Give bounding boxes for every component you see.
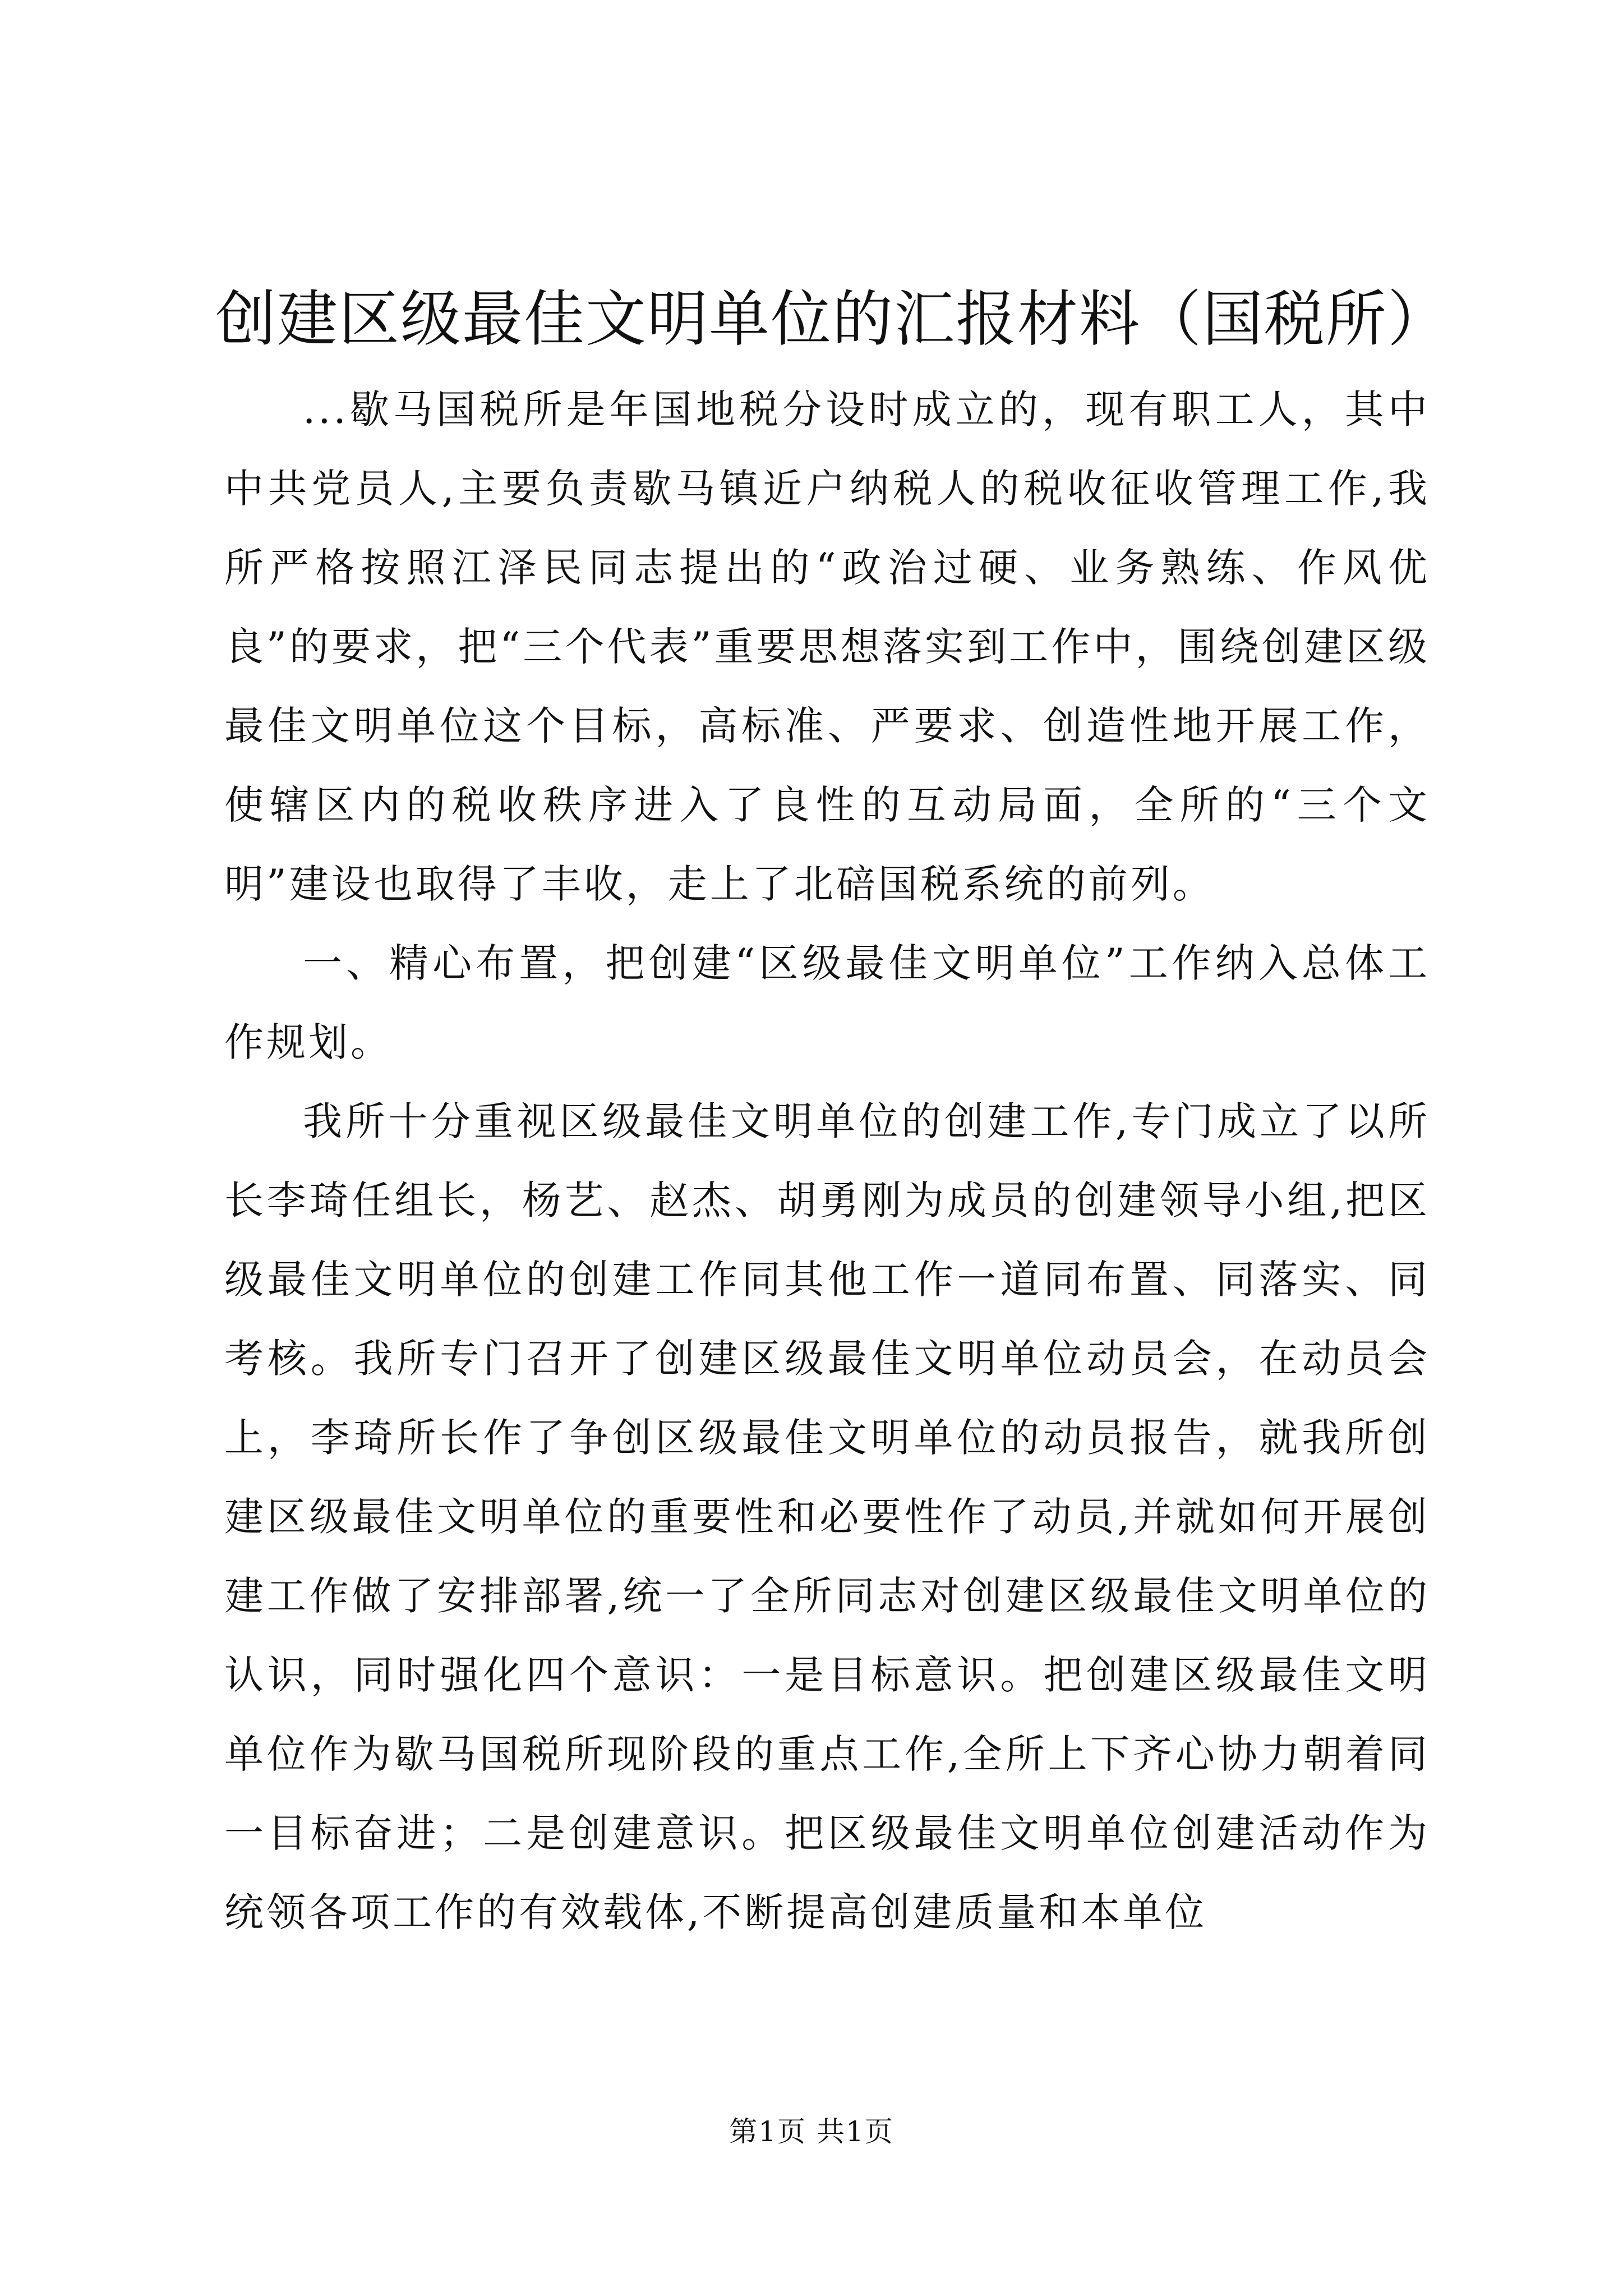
document-title: 创建区级最佳文明单位的汇报材料（国税所） <box>215 284 1450 355</box>
paragraph-section-heading: 一、精心布置，把创建“区级最佳文明单位”工作纳入总体工作规划。 <box>224 940 1430 1065</box>
paragraph-intro: ...歇马国税所是年国地税分设时成立的，现有职工人，其中中共党员人,主要负责歇马镇近户纳税人的税收征收管理工作,我所严格按照江泽民同志提出的“政治过硬、业务熟练、作风优良”的要求，把“三个代表”重要思想落实到工作中，围绕创建区级最佳文明单位这个目标，高标准、严要求、创造性地开展工作，使辖区内的税收秩序进入了良性的互动局面，全所的“三个文明”建设也取得了丰收，走上了北碚国税系统的前列。 <box>224 386 1430 907</box>
page-footer: 第1页 共1页 <box>729 2115 894 2148</box>
paragraph-section-body: 我所十分重视区级最佳文明单位的创建工作,专门成立了以所长李琦任组长，杨艺、赵杰、胡勇刚为成员的创建领导小组,把区级最佳文明单位的创建工作同其他工作一道同布置、同落实、同考核。我所专门召开了创建区级最佳文明单位动员会，在动员会上，李琦所长作了争创区级最佳文明单位的动员报告，就我所创建区级最佳文明单位的重要性和必要性作了动员,并就如何开展创建工作做了安排部署,统一了全所同志对创建区级最佳文明单位的认识，同时强化四个意识：一是目标意识。把创建区级最佳文明单位作为歇马国税所现阶段的重点工作,全所上下齐心协力朝着同一目标奋进；二是创建意识。把区级最佳文明单位创建活动作为统领各项工作的有效载体,不断提高创建质量和本单位 <box>224 1098 1430 1935</box>
document-body <box>224 370 1430 1952</box>
